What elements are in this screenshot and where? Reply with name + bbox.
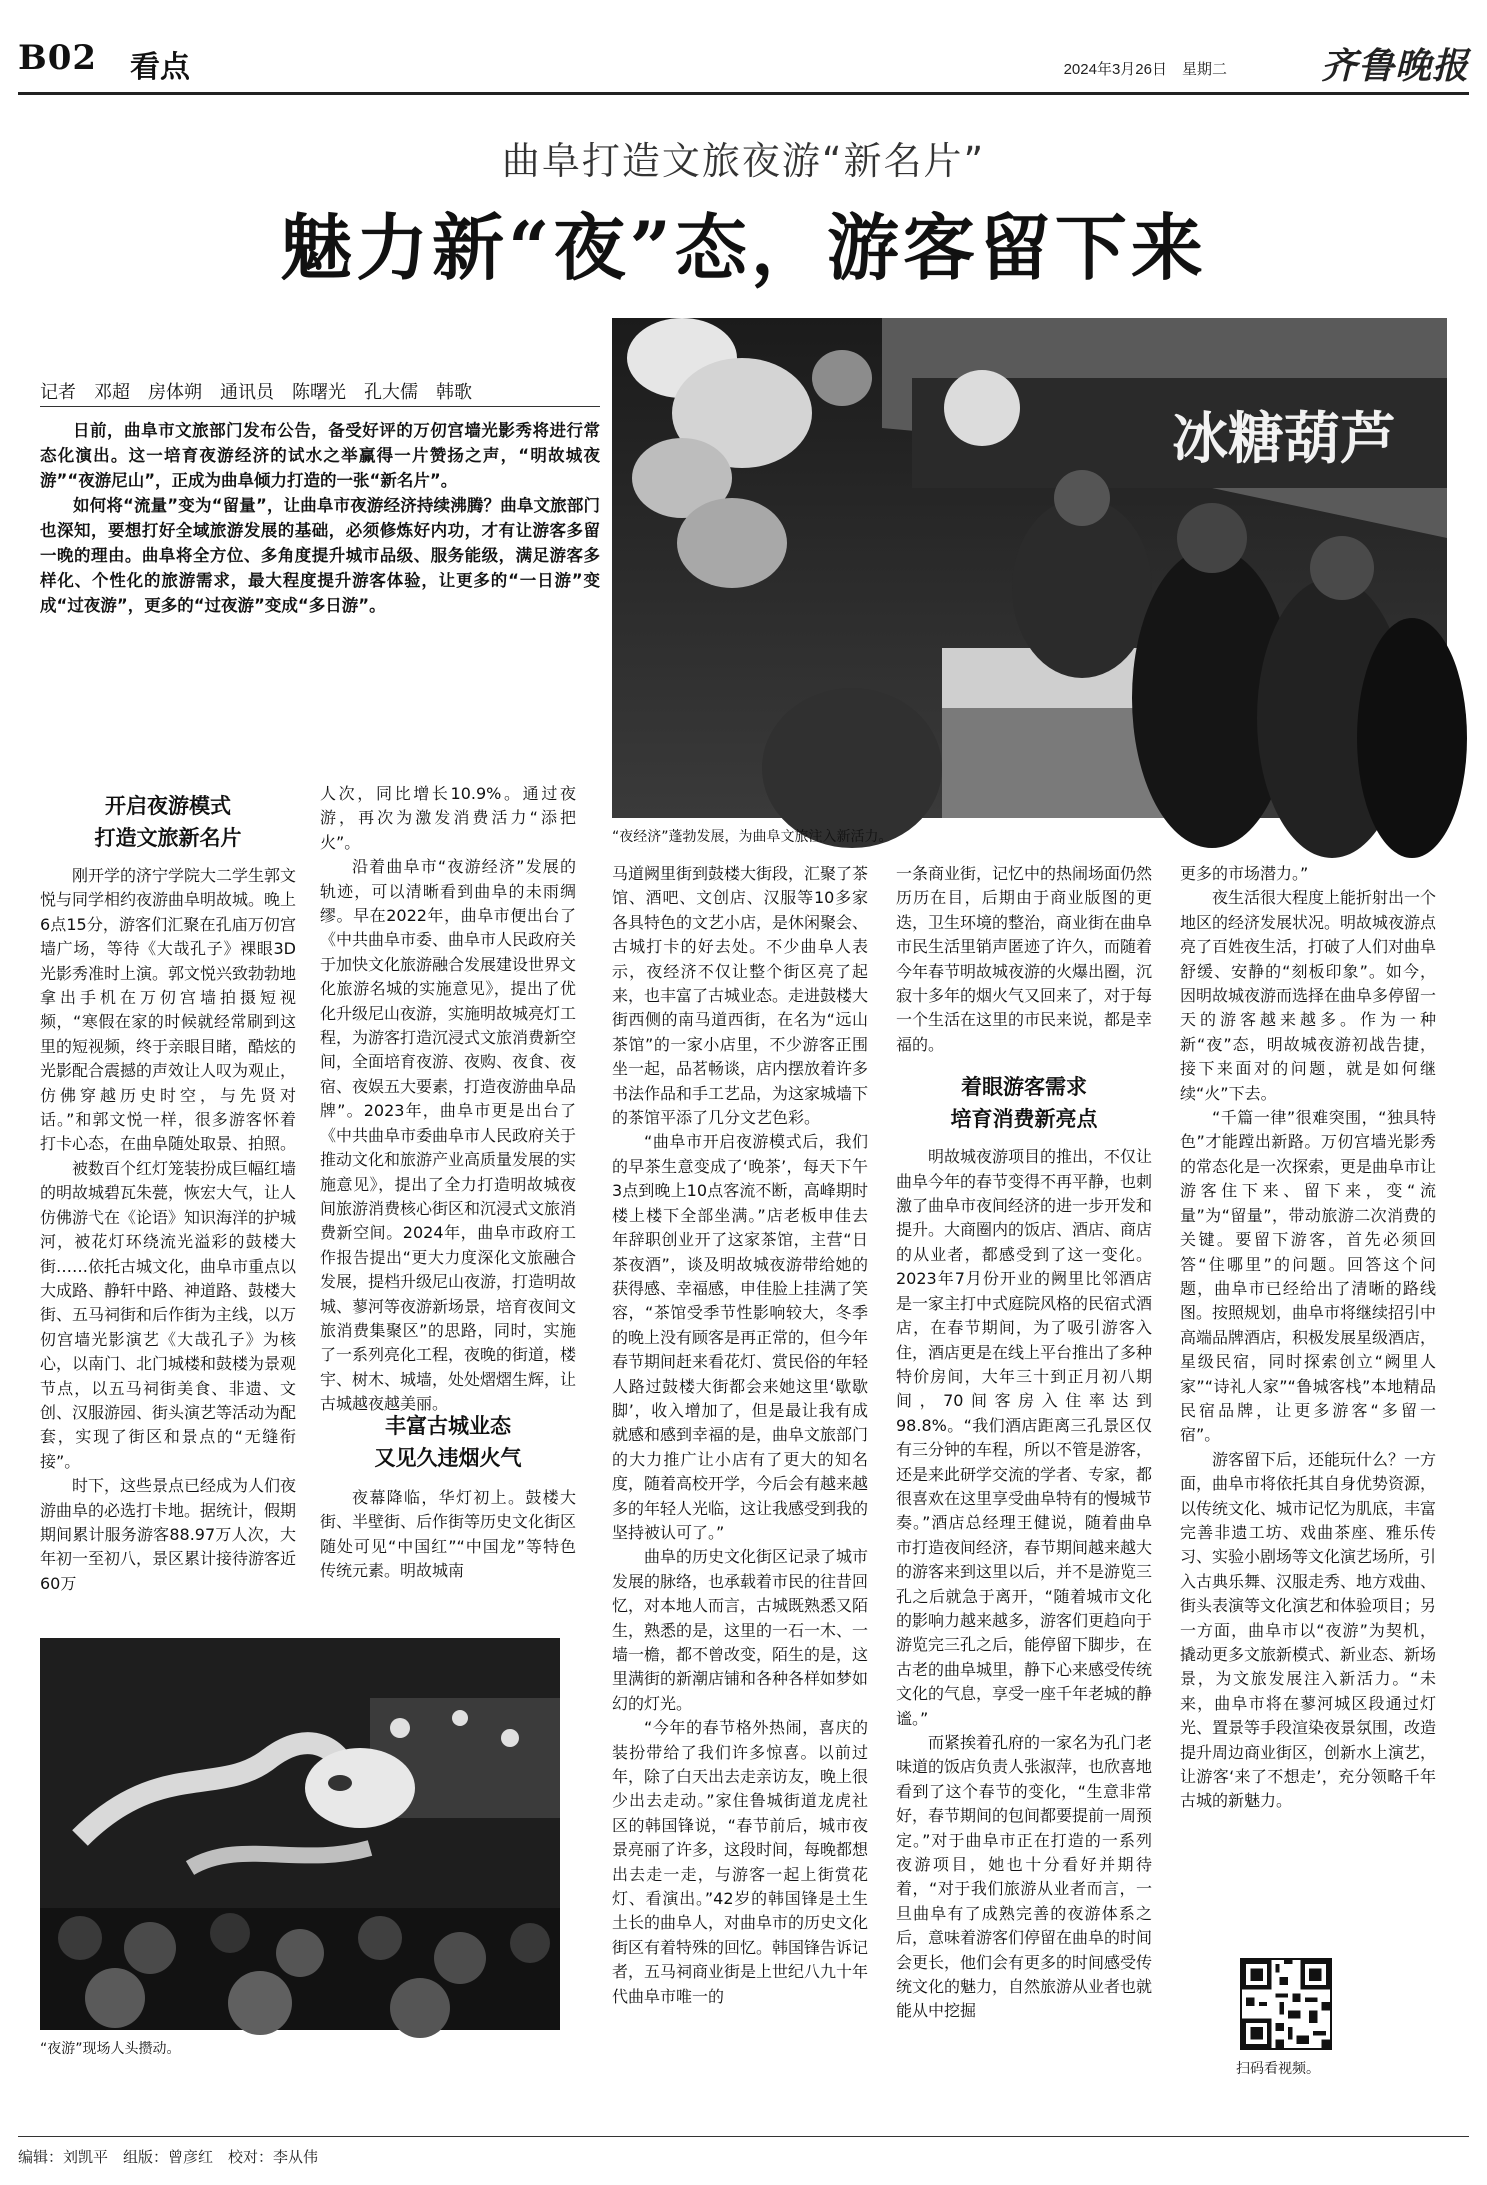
body-paragraph: “曲阜市开启夜游模式后，我们的早茶生意变成了‘晚茶’，每天下午3点到晚上10点客流不断，高峰期时楼上楼下全部坐满。”店老板申佳去年辞职创业开了这家茶馆，主营“日茶夜酒”，谈及明故城夜游带给她的获得感、幸福感，申佳脸上挂满了笑容，“茶馆受季节性影响较大，冬季的晚上没有顾客是再正常的，但今年春节期间赶来看花灯、赏民俗的年轻人路过鼓楼大街都会来她这里‘歇歇脚’，收入增加了，但是最让我有成就感和感到幸福的是，曲阜文旅部门的大力推广让小店有了更大的知名度，随着高校开学，今后会有越来越多的年轻人光临，这让我感受到我的坚持被认可了。” bbox=[612, 1132, 869, 1542]
sign-text: 冰糖葫芦 bbox=[1172, 407, 1396, 472]
body-paragraph: 更多的市场潜力。” bbox=[1180, 864, 1309, 883]
article-column-2b bbox=[320, 1410, 576, 1630]
body-paragraph: 被数百个红灯笼装扮成巨幅红墙的明故城碧瓦朱甍，恢宏大气，让人仿佛游弋在《论语》知识海洋的护城河，被花灯环绕流光溢彩的鼓楼大街……依托古城文化，曲阜市重点以大成路、静轩中路、神道路、鼓楼大街、五马祠街和后作街为主线，以万仞宫墙光影演艺《大哉孔子》为核心，以南门、北门城楼和鼓楼为景观节点，以五马祠街美食、非遗、文创、汉服游园、街头演艺等活动为配套，实现了街区和景点的“无缝衔接”。 bbox=[40, 1158, 297, 1471]
qr-code[interactable] bbox=[1240, 1958, 1332, 2050]
photo-caption-top: “夜经济”蓬勃发展，为曲阜文旅注入新活力。 bbox=[612, 829, 893, 845]
body-paragraph: 人次，同比增长10.9%。通过夜游，再次为激发消费活力“添把火”。 bbox=[320, 784, 576, 852]
article-column-3 bbox=[612, 862, 868, 2122]
body-paragraph: 刚开学的济宁学院大二学生郭文悦与同学相约夜游曲阜明故城。晚上6点15分，游客们汇聚在孔庙万仞宫墙广场，等待《大哉孔子》裸眼3D光影秀准时上演。郭文悦兴致勃勃地拿出手机在万仞宫墙拍摄短视频，“寒假在家的时候就经常刷到这里的短视频，终于亲眼目睹，酷炫的光影配合震撼的声效让人叹为观止，仿佛穿越历史时空，与先贤对话。”和郭文悦一样，很多游客怀着打卡心态，在曲阜随处取景、拍照。 bbox=[40, 866, 297, 1154]
body-paragraph: 夜生活很大程度上能折射出一个地区的经济发展状况。明故城夜游点亮了百姓夜生活，打破了人们对曲阜舒缓、安静的“刻板印象”。如今，因明故城夜游而选择在曲阜多停留一天的游客越来越多。作为一种新“夜”态，明故城夜游初战告捷，接下来面对的问题，就是如何继续“火”下去。 bbox=[1180, 888, 1437, 1103]
section-heading-3a: 着眼游客需求 bbox=[961, 1074, 1087, 1100]
qr-code-graphic bbox=[1242, 1960, 1330, 2048]
body-paragraph: 明故城夜游项目的推出，不仅让曲阜今年的春节变得不再平静，也刺激了曲阜市夜间经济的进一步开发和提升。大商圈内的饭店、酒店、商店的从业者，都感受到了这一变化。2023年7月份开业的阙里比邻酒店是一家主打中式庭院风格的民宿式酒店，在春节期间，为了吸引游客入住，酒店更是在线上平台推出了多种特价房间，大年三十到正月初八期间，70间客房入住率达到98.8%。“我们酒店距离三孔景区仅有三分钟的车程，所以不管是游客，还是来此研学交流的学者、专家，都很喜欢在这里享受曲阜特有的慢城节奏。”酒店总经理王健说，随着曲阜市打造夜间经济，春节期间越来越大的游客来到这里以后，并不是游览三孔之后就急于离开，“随着城市文化的影响力越来越多，游客们更趋向于游览完三孔之后，能停留下脚步，在古老的曲阜城里，静下心来感受传统文化的气息，享受一座千年老城的静谧。” bbox=[896, 1147, 1153, 1728]
article-column-4 bbox=[896, 862, 1152, 2122]
footer-credits: 编辑：刘凯平 组版：曾彦红 校对：李从伟 bbox=[18, 2148, 319, 2166]
body-paragraph: “今年的春节格外热闹，喜庆的装扮带给了我们许多惊喜。以前过年，除了白天出去走亲访友，晚上很少出去走动。”家住鲁城街道龙虎社区的韩国锋说，“春节前后，城市夜景亮丽了许多，这段时间，每晚都想出去走一走，与游客一起上街赏花灯、看演出。”42岁的韩国锋是土生土长的曲阜人，对曲阜市的历史文化街区有着特殊的回忆。韩国锋告诉记者，五马祠商业街是上世纪八九十年代曲阜市唯一的 bbox=[612, 1718, 869, 2006]
issue-date: 2024年3月26日 星期二 bbox=[1063, 61, 1227, 78]
article-column-5 bbox=[1180, 862, 1436, 1952]
byline: 记者 邓超 房体朔 通讯员 陈曙光 孔大儒 韩歌 bbox=[40, 382, 472, 403]
night-market-photo-graphic bbox=[612, 318, 1447, 818]
crowd-dragon-photo-graphic bbox=[40, 1638, 560, 2030]
body-paragraph: 时下，这些景点已经成为人们夜游曲阜的必选打卡地。据统计，假期期间累计服务游客88.97万人次，大年初一至初八，景区累计接待游客近60万 bbox=[40, 1476, 297, 1593]
body-paragraph: 沿着曲阜市“夜游经济”发展的轨迹，可以清晰看到曲阜的未雨绸缪。早在2022年，曲阜市便出台了《中共曲阜市委、曲阜市人民政府关于加快文化旅游融合发展建设世界文化旅游名城的实施意见》，提出了优化升级尼山夜游，实施明故城亮灯工程，为游客打造沉浸式文旅消费新空间，全面培育夜游、夜购、夜食、夜宿、夜娱五大要素，打造夜游曲阜品牌”。2023年，曲阜市更是出台了《中共曲阜市委曲阜市人民政府关于推动文化和旅游产业高质量发展的实施意见》，提出了全力打造明故城夜间旅游消费核心街区和沉浸式文旅消费新空间。2024年，曲阜市政府工作报告提出“更大力度深化文旅融合发展，提档升级尼山夜游，打造明故城、蓼河等夜游新场景，培育夜间文旅消费集聚区”的思路，同时，实施了一系列亮化工程，夜晚的街道，楼宇、树木、城墙，处处熠熠生辉，让古城越夜越美丽。 bbox=[320, 857, 577, 1414]
lead-paragraph: 如何将“流量”变为“留量”，让曲阜市夜游经济持续沸腾？曲阜文旅部门也深知，要想打好全域旅游发展的基础，必须修炼好内功，才有让游客多留一晚的理由。曲阜将全方位、多角度提升城市品级、服务能级，满足游客多样化、个性化的旅游需求，最大程度提升游客体验，让更多的“一日游”变成“过夜游”，更多的“过夜游”变成“多日游”。 bbox=[40, 496, 600, 615]
footer-rule bbox=[18, 2136, 1469, 2137]
qr-caption: 扫码看视频。 bbox=[1236, 2061, 1320, 2077]
night-market-photo bbox=[612, 318, 1447, 818]
article-column-2 bbox=[320, 782, 577, 1414]
photo-caption-bottom: “夜游”现场人头攒动。 bbox=[40, 2041, 181, 2057]
lead-paragraphs bbox=[40, 418, 600, 618]
section-heading-3b: 培育消费新亮点 bbox=[950, 1106, 1098, 1132]
masthead-logo: 齐鲁晚报 bbox=[1320, 45, 1469, 87]
section-heading-1b: 打造文旅新名片 bbox=[94, 825, 242, 850]
article-column-1 bbox=[40, 790, 296, 1630]
section-heading-2a: 丰富古城业态 bbox=[385, 1413, 511, 1438]
body-paragraph: 而紧挨着孔府的一家名为孔门老味道的饭店负责人张淑萍，也欣喜地看到了这个春节的变化，“生意非常好，春节期间的包间都要提前一周预定。”对于曲阜市正在打造的一系列夜游项目，她也十分看好并期待着，“对于我们旅游从业者而言，一旦曲阜有了成熟完善的夜游体系之后，意味着游客们停留在曲阜的时间会更长，他们会有更多的时间感受传统文化的魅力，自然旅游从业者也就能从中挖掘 bbox=[896, 1733, 1153, 2021]
section-heading-2b: 又见久违烟火气 bbox=[374, 1445, 522, 1470]
body-paragraph: 马道阙里街到鼓楼大街段，汇聚了茶馆、酒吧、文创店、汉服等10多家各具特色的文艺小店，是休闲聚会、古城打卡的好去处。不少曲阜人表示，夜经济不仅让整个街区亮了起来，也丰富了古城业态。走进鼓楼大街西侧的南马道西街，在名为“远山茶馆”的一家小店里，不少游客正围坐一起，品茗畅谈，店内摆放着许多书法作品和手工艺品，为这家城墙下的茶馆平添了几分文艺色彩。 bbox=[612, 864, 869, 1128]
article-subtitle: 曲阜打造文旅夜游“新名片” bbox=[501, 139, 986, 183]
section-heading-1a: 开启夜游模式 bbox=[105, 793, 231, 818]
body-paragraph: 曲阜的历史文化街区记录了城市发展的脉络，也承载着市民的往昔回忆，对本地人而言，古城既熟悉又陌生，熟悉的是，这里的一石一木、一墙一檐，都不曾改变，陌生的是，这里满街的新潮店铺和各种各样如梦如幻的灯光。 bbox=[612, 1547, 869, 1713]
header-rule bbox=[18, 92, 1469, 95]
lead-paragraph: 日前，曲阜市文旅部门发布公告，备受好评的万仞宫墙光影秀将进行常态化演出。这一培育夜游经济的试水之举赢得一片赞扬之声，“明故城夜游”“夜游尼山”，正成为曲阜倾力打造的一张“新名片”。 bbox=[40, 421, 600, 490]
body-paragraph: 一条商业街，记忆中的热闹场面仍然历历在目，后期由于商业版图的更迭，卫生环境的整治，商业街在曲阜市民生活里销声匿迹了许久，而随着今年春节明故城夜游的火爆出圈，沉寂十多年的烟火气又回来了，对于每一个生活在这里的市民来说，都是幸福的。 bbox=[896, 864, 1153, 1054]
section-name: 看点 bbox=[130, 50, 190, 85]
page-number: B02 bbox=[18, 38, 98, 78]
body-paragraph: “千篇一律”很难突围，“独具特色”才能蹚出新路。万仞宫墙光影秀的常态化是一次探索，更是曲阜市让游客住下来、留下来，变“流量”为“留量”，带动旅游二次消费的关键。要留下游客，首先必须回答“住哪里”的问题。回答这个问题，曲阜市已经给出了清晰的路线图。按照规划，曲阜市将继续招引中高端品牌酒店，积极发展星级酒店，星级民宿，同时探索创立“阙里人家”“诗礼人家”“鲁城客栈”本地精品民宿品牌，让更多游客“多留一宿”。 bbox=[1180, 1108, 1437, 1445]
body-paragraph: 游客留下后，还能玩什么？一方面，曲阜市将依托其自身优势资源，以传统文化、城市记忆为肌底，丰富完善非遗工坊、戏曲茶座、雅乐传习、实验小剧场等文化演艺场所，引入古典乐舞、汉服走秀、地方戏曲、街头表演等文化演艺和体验项目；另一方面，曲阜市以“夜游”为契机，撬动更多文旅新模式、新业态、新场景，为文旅发展注入新活力。“未来，曲阜市将在蓼河城区段通过灯光、置景等手段渲染夜景氛围，改造提升周边商业街区，创新水上演艺，让游客‘来了不想走’，充分领略千年古城的新魅力。 bbox=[1180, 1449, 1437, 1811]
byline-rule bbox=[40, 406, 600, 407]
article-headline: 魅力新“夜”态，游客留下来 bbox=[280, 205, 1207, 290]
body-paragraph: 夜幕降临，华灯初上。鼓楼大街、半壁街、后作街等历史文化街区随处可见“中国红”“中国龙”等特色传统元素。明故城南 bbox=[320, 1488, 577, 1581]
crowd-dragon-photo bbox=[40, 1638, 560, 2030]
